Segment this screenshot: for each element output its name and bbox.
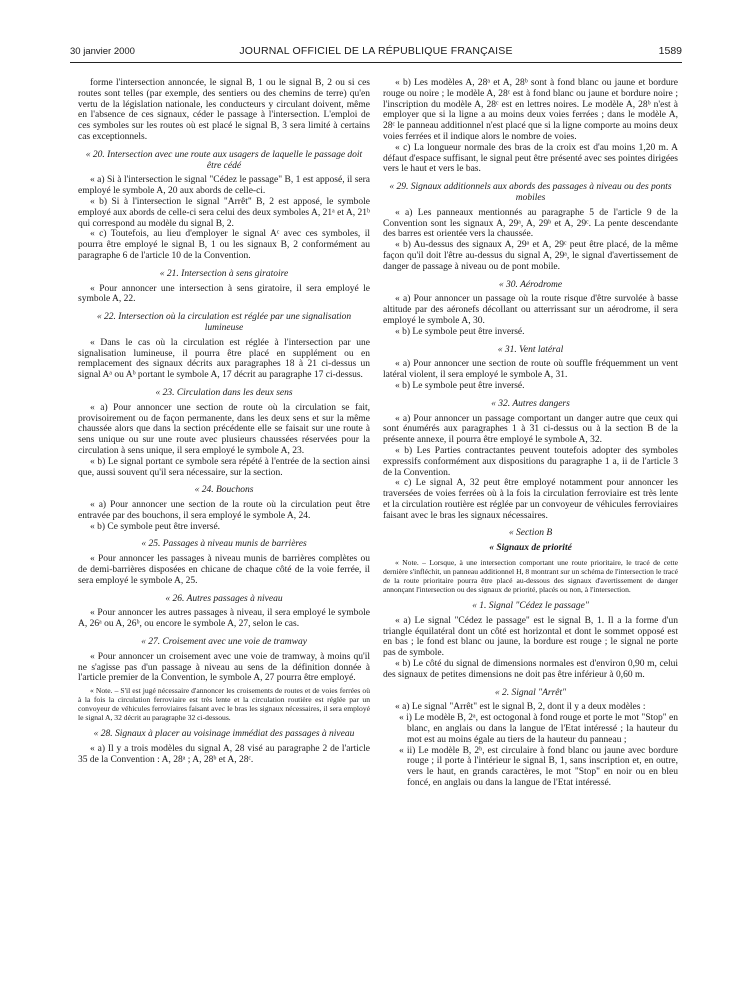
section-heading: « 1. Signal "Cédez le passage" — [472, 601, 589, 612]
paragraph: « c) Le signal A, 32 peut être employé notamment pour annoncer les traversées de voies ferrées où à la fois la circulation ferroviaire est très lente et la circulation routière est réglée par un convoyeur de véhicules ferroviaires faisant avec le bras les signaux nécessaires. — [383, 478, 678, 521]
section-b-heading: « Section B — [508, 528, 553, 539]
right-column — [383, 78, 678, 789]
paragraph: « b) Si à l'intersection le signal "Arrêt" B, 2 est apposé, le symbole employé aux abords de celle-ci sera celui des deux symboles A, 21ᵃ et A, 21ᵇ qui correspond au modèle du signal B, 2. — [78, 196, 370, 229]
paragraph: « a) Pour annoncer une section de route où souffle fréquemment un vent latéral violent, il sera employé le symbole A, 31. — [383, 359, 678, 381]
list-item: « ii) Le modèle B, 2ᵇ, est circulaire à fond blanc ou jaune avec bordure rouge ; il porte à l'intérieur le signal B, 1, sans inscription et, en outre, vers le haut, en grands caractères, le mot "Stop" en noir ou en bleu foncé, en anglais ou dans la langue de l'Etat intéressé. — [399, 745, 678, 789]
note: « Note. – S'il est jugé nécessaire d'annoncer les croisements de routes et de voies ferrées où à la fois la circulation ferroviaire est très lente et la circulation routière est réglée par un convoyeur de véhicules ferroviaires faisant avec le bras les signaux nécessaires, il sera employé le signal A, 32 décrit au paragraphe 32 ci-dessous. — [78, 686, 370, 723]
paragraph: « a) Le signal "Arrêt" est le signal B, 2, dont il y a deux modèles : — [395, 702, 646, 713]
paragraph: « Pour annoncer un croisement avec une voie de tramway, à moins qu'il ne s'agisse pas d'un passage à niveau au sens de la définition donnée à l'article premier de la Convention, le symbole A, 27 pourra être employé. — [78, 651, 370, 684]
paragraph: « a) Les panneaux mentionnés au paragraphe 5 de l'article 9 de la Convention sont les signaux A, 29ᵃ, A, 29ᵇ et A, 29ᶜ. La pente descendante des barres est orientée vers la chaussée. — [383, 207, 678, 240]
section-heading: « 21. Intersection à sens giratoire — [159, 268, 289, 279]
paragraph: « Pour annoncer les passages à niveau munis de barrières complètes ou de demi-barrières disposées en chicane de chaque côté de la voie ferrée, il sera employé le symbole A, 25. — [78, 554, 370, 586]
section-heading: « 26. Autres passages à niveau — [165, 593, 283, 604]
paragraph: « b) Le signal portant ce symbole sera répété à l'entrée de la section ainsi que, aussi souvent qu'il sera nécessaire, sur la section. — [78, 456, 370, 478]
page-header — [70, 44, 682, 62]
paragraph: « a) Pour annoncer une section de route où la circulation se fait, provisoirement ou de façon permanente, dans les deux sens et sur la même chaussée alors que dans la section précédente elle se faisait sur une route à sens unique ou sur une route avec plusieurs chaussées réservées pour la circulation à sens unique, il sera employé le symbole A, 23. — [78, 402, 370, 456]
section-heading: « 25. Passages à niveau munis de barrières — [141, 539, 307, 550]
section-heading: « 24. Bouchons — [194, 485, 254, 496]
paragraph: « b) Le côté du signal de dimensions normales est d'environ 0,90 m, celui des signaux de petites dimensions ne doit pas être inférieur à 0,60 m. — [383, 659, 678, 680]
left-column — [78, 78, 370, 766]
header-date: 30 janvier 2000 — [70, 46, 135, 57]
section-b-subheading: « Signaux de priorité — [489, 543, 572, 554]
paragraph: « a) Si à l'intersection le signal "Cédez le passage" B, 1 est apposé, il sera employé le symbole A, 20 aux abords de celle-ci. — [78, 175, 370, 197]
paragraph: « b) Ce symbole peut être inversé. — [90, 521, 221, 532]
section-heading: « 31. Vent latéral — [497, 344, 564, 355]
paragraph: « c) La longueur normale des bras de la croix est d'au moins 1,20 m. A défaut d'espace suffisant, le signal peut être présenté avec ses pointes dirigées vers le haut et vers le bas. — [383, 142, 678, 175]
section-heading: « 20. Intersection avec une route aux usagers de laquelle le passage doit être cédé — [85, 149, 363, 171]
section-heading: « 28. Signaux à placer au voisinage immédiat des passages à niveau — [93, 729, 355, 740]
paragraph: forme l'intersection annoncée, le signal B, 1 ou le signal B, 2 ou si ces routes sont telles (par exemple, des sentiers ou des chemins de terre) qu'en vertu de la législation nationale, les conducteurs y circulant doivent, même en l'absence de ces signaux, céder le passage à l'intersection. L'emploi de ces symboles sur les routes où est placé le signal B, 3 sera limité à certains cas exceptionnels. — [78, 78, 370, 142]
paragraph: « a) Pour annoncer un passage comportant un danger autre que ceux qui sont énumérés aux paragraphes 1 à 31 ci-dessus ou à la section B de la présente annexe, il pourra être employé le symbole A, 32. — [383, 413, 678, 446]
paragraph: « a) Il y a trois modèles du signal A, 28 visé au paragraphe 2 de l'article 35 de la Convention : A, 28ᵃ ; A, 28ᵇ et A, 28ᶜ. — [78, 744, 370, 765]
section-heading: « 27. Croisement avec une voie de tramway — [141, 637, 307, 648]
paragraph: « Pour annoncer une intersection à sens giratoire, il sera employé le symbole A, 22. — [78, 283, 370, 305]
section-heading: « 23. Circulation dans les deux sens — [155, 387, 293, 398]
header-page-number: 1589 — [658, 45, 682, 57]
section-heading: « 30. Aérodrome — [498, 279, 563, 290]
paragraph: « a) Pour annoncer une section de la route où la circulation peut être entravée par des bouchons, il sera employé le symbole A, 24. — [78, 500, 370, 521]
paragraph: « b) Les modèles A, 28ᵃ et A, 28ᵇ sont à fond blanc ou jaune et bordure rouge ou noire ; le modèle A, 28ᶜ est à fond blanc ou jaune et bordure noire ; l'inscription du modèle A, 28ᶜ est en lettres noires. Le modèle A, 28ᵇ n'est à employer que si la ligne a au moins deux voies ferrées ; dans le modèle A, 28ᶜ le panneau additionnel n'est placé que si la ligne comporte au moins deux voies ferrées et il indique alors le nombre de voies. — [383, 78, 678, 142]
paragraph: « c) Toutefois, au lieu d'employer le signal Aᶜ avec ces symboles, il pourra être employé le signal B, 1 ou les signaux B, 2 conformément au paragraphe 6 de l'article 10 de la Convention. — [78, 229, 370, 261]
header-title: JOURNAL OFFICIEL DE LA RÉPUBLIQUE FRANÇAISE — [239, 45, 513, 57]
note: « Note. – Lorsque, à une intersection comportant une route prioritaire, le tracé de cette dernière s'infléchit, un panneau additionnel H, 8 montrant sur un schéma de l'intersection le tracé de la route prioritaire pourra être placé au-dessous des signaux d'avertissement de danger annonçant l'intersection ou des signaux de priorité, placés ou non, à l'intersection. — [383, 558, 678, 595]
section-heading: « 22. Intersection où la circulation est réglée par une signalisation lumineuse — [96, 312, 352, 333]
section-heading: « 29. Signaux additionnels aux abords des passages à niveau ou des ponts mobiles — [389, 182, 672, 203]
section-heading: « 32. Autres dangers — [491, 398, 570, 409]
paragraph: « Pour annoncer les autres passages à niveau, il sera employé le symbole A, 26ᵃ ou A, 26ᵇ, ou encore le symbole A, 27, selon le cas. — [78, 608, 370, 630]
paragraph: « a) Le signal "Cédez le passage" est le signal B, 1. Il a la forme d'un triangle équilatéral dont un côté est horizontal et dont le sommet opposé est en bas ; le fond est blanc ou jaune, la bordure est rouge ; le signal ne porte pas de symbole. — [383, 615, 678, 659]
paragraph: « b) Le symbole peut être inversé. — [395, 326, 525, 337]
paragraph: « b) Au-dessus des signaux A, 29ᵃ et A, 29ᶜ peut être placé, de la même façon qu'il doit l'être au-dessus du signal A, 29ᵃ, le signal d'avertissement de danger de passage à niveau ou de pont mobile. — [383, 240, 678, 272]
header-rule — [70, 62, 682, 63]
paragraph: « a) Pour annoncer un passage où la route risque d'être survolée à basse altitude par des aéronefs décollant ou atterrissant sur un aérodrome, il sera employé le symbole A, 30. — [383, 294, 678, 326]
paragraph: « b) Les Parties contractantes peuvent toutefois adopter des symboles expressifs conformément aux dispositions du paragraphe 1 a, ii de l'article 3 de la Convention. — [383, 445, 678, 478]
list-item: « i) Le modèle B, 2ᵃ, est octogonal à fond rouge et porte le mot "Stop" en blanc, en anglais ou dans la langue de l'Etat intéressé ; la hauteur du mot est au moins égale au tiers de la hauteur du panneau ; — [399, 713, 678, 745]
paragraph: « Dans le cas où la circulation est réglée à l'intersection par une signalisation lumineuse, il pourra être placé en supplément ou en remplacement des signaux décrits aux paragraphes 18 à 21 ci-dessus un signal Aᵃ ou Aᵇ portant le symbole A, 17 décrit au paragraphe 17 ci-dessus. — [78, 337, 370, 381]
section-heading: « 2. Signal "Arrêt" — [494, 687, 567, 698]
paragraph: « b) Le symbole peut être inversé. — [395, 380, 525, 391]
